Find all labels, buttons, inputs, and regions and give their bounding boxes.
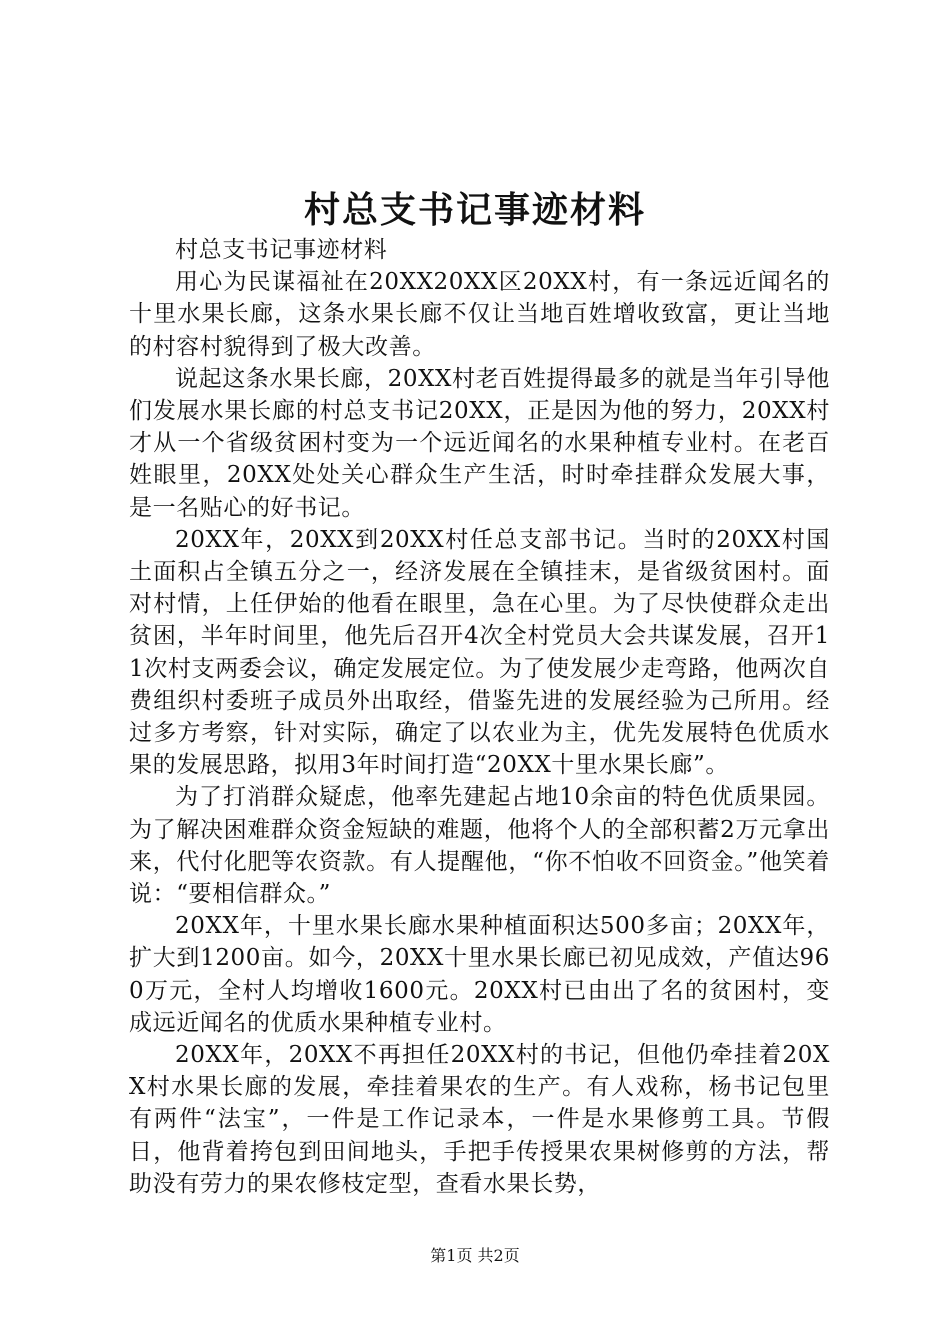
document-body — [129, 234, 830, 1200]
body-paragraph: 用心为民谋福祉在20XX20XX区20XX村，有一条远近闻名的十里水果长廊，这条水果长廊不仅让当地百姓增收致富，更让当地的村容村貌得到了极大改善。 — [129, 269, 830, 360]
body-paragraph: 20XX年，十里水果长廊水果种植面积达500多亩；20XX年，扩大到1200亩。如今，20XX十里水果长廊已初见成效，产值达960万元，全村人均增收1600元。20XX村已由出了名的贫困村，变成远近闻名的优质水果种植专业村。 — [129, 913, 830, 1036]
body-paragraph: 20XX年，20XX不再担任20XX村的书记，但他仍牵挂着20XX村水果长廊的发展，牵挂着果农的生产。有人戏称，杨书记包里有两件“法宝”，一件是工作记录本，一件是水果修剪工具。节假日，他背着挎包到田间地头，手把手传授果农果树修剪的方法，帮助没有劳力的果农修枝定型，查看水果长势， — [129, 1042, 830, 1197]
body-paragraph: 为了打消群众疑虑，他率先建起占地10余亩的特色优质果园。为了解决困难群众资金短缺的难题，他将个人的全部积蓄2万元拿出来，代付化肥等农资款。有人提醒他，“你不怕收不回资金。”他笑着说：“要相信群众。” — [129, 784, 830, 908]
body-paragraph: 说起这条水果长廊，20XX村老百姓提得最多的就是当年引导他们发展水果长廊的村总支书记20XX，正是因为他的努力，20XX村才从一个省级贫困村变为一个远近闻名的水果种植专业村。在老百姓眼里，20XX处处关心群众生产生活，时时牵挂群众发展大事，是一名贴心的好书记。 — [129, 365, 830, 521]
document-title: 村总支书记事迹材料 — [303, 189, 646, 231]
page-footer: 第1页 共2页 — [430, 1246, 520, 1265]
subtitle-paragraph: 村总支书记事迹材料 — [175, 237, 388, 263]
body-paragraph: 20XX年，20XX到20XX村任总支部书记。当时的20XX村国土面积占全镇五分之一，经济发展在全镇挂末，是省级贫困村。面对村情，上任伊始的他看在眼里，急在心里。为了尽快使群众走出贫困，半年时间里，他先后召开4次全村党员大会共谋发展，召开11次村支两委会议，确定发展定位。为了使发展少走弯路，他两次自费组织村委班子成员外出取经，借鉴先进的发展经验为己所用。经过多方考察，针对实际，确定了以农业为主，优先发展特色优质水果的发展思路，拟用3年时间打造“20XX十里水果长廊”。 — [129, 526, 830, 779]
